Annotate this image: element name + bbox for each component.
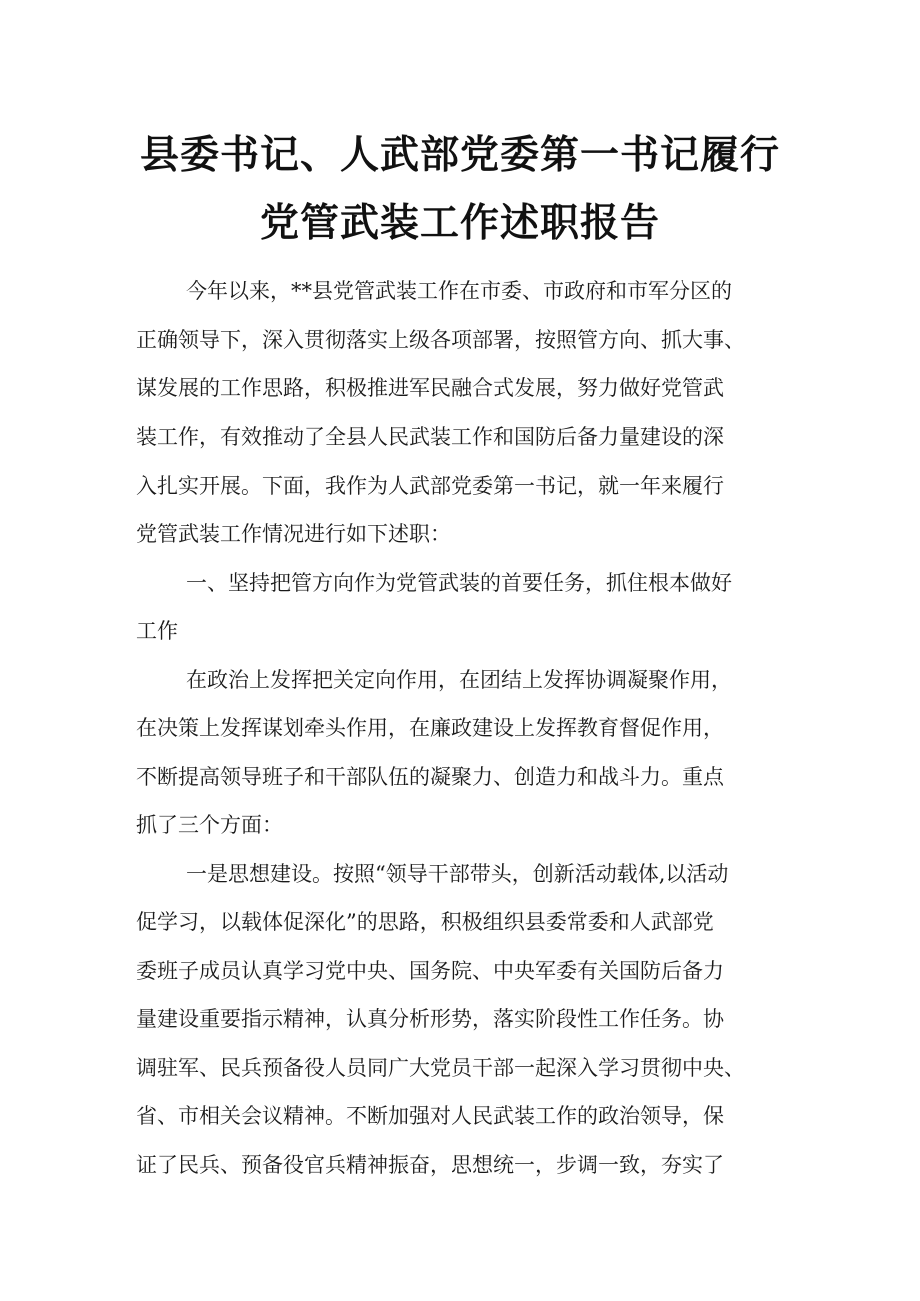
paragraph-line: 省、市相关会议精神。不断加强对人民武装工作的政治领导，保 <box>136 1104 724 1128</box>
paragraph-line: 党管武装工作情况进行如下述职： <box>136 522 451 546</box>
paragraph-line: 证了民兵、预备役官兵精神振奋，思想统一，步调一致，夯实了 <box>136 1153 724 1177</box>
paragraph-line: 谋发展的工作思路，积极推进军民融合式发展，努力做好党管武 <box>136 376 724 400</box>
paragraph-line: 量建设重要指示精神，认真分析形势，落实阶段性工作任务。协 <box>136 1007 724 1031</box>
paragraph-line: 正确领导下，深入贯彻落实上级各项部署，按照管方向、抓大事、 <box>136 328 745 352</box>
paragraph-line: 一是思想建设。按照“领导干部带头，创新活动载体,以活动 <box>186 862 729 886</box>
paragraph-line: 委班子成员认真学习党中央、国务院、中央军委有关国防后备力 <box>136 959 724 983</box>
paragraph-line: 入扎实开展。下面，我作为人武部党委第一书记，就一年来履行 <box>136 474 724 498</box>
paragraph-line: 装工作，有效推动了全县人民武装工作和国防后备力量建设的深 <box>136 425 724 449</box>
paragraph-line: 在决策上发挥谋划牵头作用，在廉政建设上发挥教育督促作用， <box>136 716 724 740</box>
paragraph-line: 抓了三个方面： <box>136 813 283 837</box>
document-title-line-1: 县委书记、人武部党委第一书记履行 <box>139 133 780 178</box>
paragraph-line: 在政治上发挥把关定向作用，在团结上发挥协调凝聚作用， <box>186 668 732 692</box>
paragraph-line: 今年以来，**县党管武装工作在市委、市政府和市军分区的 <box>186 279 732 303</box>
paragraph-line: 调驻军、民兵预备役人员同广大党员干部一起深入学习贯彻中央、 <box>136 1056 745 1080</box>
paragraph-line: 不断提高领导班子和干部队伍的凝聚力、创造力和战斗力。重点 <box>136 765 724 789</box>
paragraph-line: 促学习，以载体促深化”的思路，积极组织县委常委和人武部党 <box>136 910 714 934</box>
section-heading-line: 工作 <box>136 619 178 643</box>
document-title-line-2: 党管武装工作述职报告 <box>259 201 660 246</box>
section-heading-line: 一、坚持把管方向作为党管武装的首要任务，抓住根本做好 <box>186 571 732 595</box>
